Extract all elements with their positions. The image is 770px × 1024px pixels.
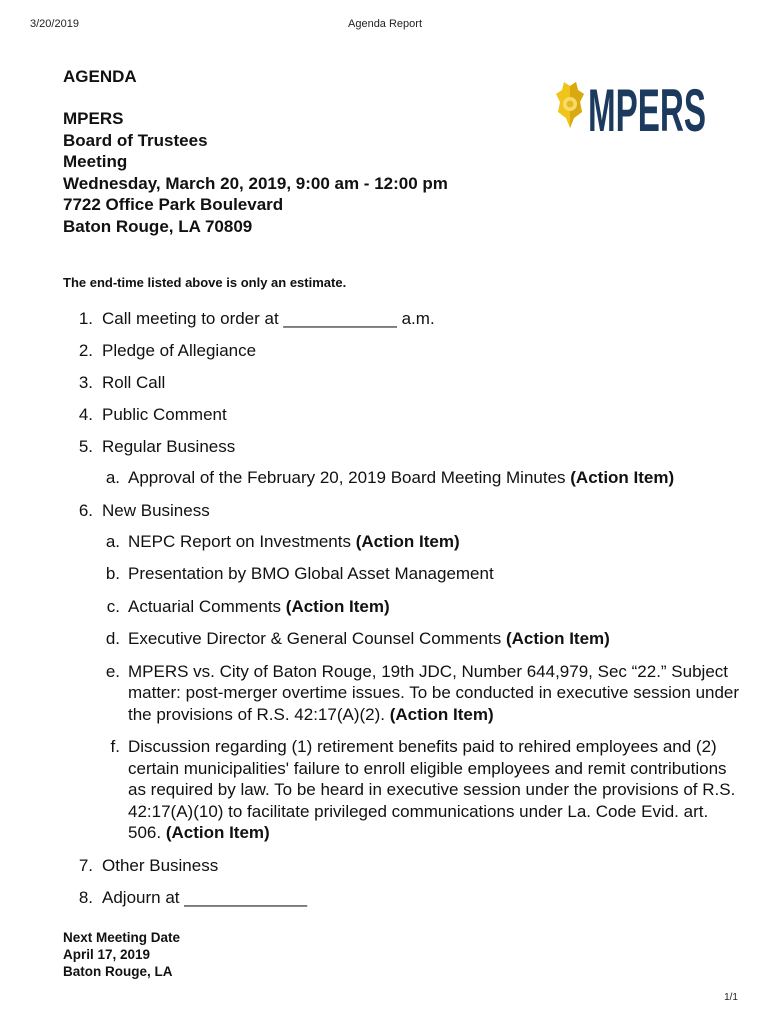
sub-item-letter: b. — [105, 564, 120, 583]
item-text: Public Comment — [102, 405, 227, 424]
sub-item — [102, 661, 743, 726]
agenda-item — [63, 340, 743, 361]
agenda-item — [63, 404, 743, 425]
agenda-item — [63, 855, 743, 876]
item-text: Pledge of Allegiance — [102, 341, 257, 360]
item-number: 7. — [78, 855, 93, 875]
item-text: Other Business — [102, 855, 219, 875]
action-item-tag: (Action Item) — [389, 704, 494, 724]
item-number: 2. — [78, 341, 93, 360]
sub-item — [102, 531, 743, 553]
board-name: Board of Trustees — [63, 130, 208, 150]
sub-item-letter: d. — [105, 629, 120, 648]
sub-item-text: MPERS vs. City of Baton Rouge, 19th JDC, Number 644,979, Sec “22.” Subject matter: post-merger overtime issues. To be conducted in executive session under the provisions of R.S. 42:17(A)(2). — [128, 661, 740, 724]
item-number: 4. — [78, 405, 93, 424]
agenda-item — [63, 887, 743, 908]
sub-items — [102, 531, 743, 844]
sub-item-text: Presentation by BMO Global Asset Management — [128, 564, 494, 583]
next-meeting-place: Baton Rouge, LA — [63, 964, 173, 979]
sub-item — [102, 628, 743, 650]
mpers-logo — [548, 80, 708, 136]
sub-item-text: NEPC Report on Investments — [128, 531, 356, 551]
sub-item-letter: a. — [105, 531, 120, 551]
agenda-item — [63, 372, 743, 393]
sub-item-letter: a. — [105, 468, 120, 487]
item-number: 3. — [78, 373, 93, 392]
sub-item — [102, 467, 743, 489]
item-number: 6. — [78, 500, 93, 520]
meeting-city: Baton Rouge, LA 70809 — [63, 216, 253, 236]
page-number: 1/1 — [724, 992, 738, 1003]
agenda-item — [63, 500, 743, 844]
next-meeting-label: Next Meeting Date — [63, 930, 181, 945]
sub-item-text: Actuarial Comments — [128, 596, 286, 616]
sub-item — [102, 563, 743, 585]
agenda-item — [63, 308, 743, 329]
action-item-tag: (Action Item) — [285, 596, 390, 616]
estimate-note: The end-time listed above is only an estimate. — [63, 275, 347, 290]
item-text: Call meeting to order at ____________ a.m. — [102, 309, 435, 328]
action-item-tag: (Action Item) — [570, 468, 675, 487]
item-text: New Business — [102, 500, 210, 520]
print-date: 3/20/2019 — [30, 18, 79, 30]
sub-items — [102, 467, 743, 489]
agenda-items — [63, 308, 743, 919]
meeting-address: 7722 Office Park Boulevard — [63, 195, 284, 214]
print-title: Agenda Report — [348, 18, 422, 30]
sub-item-letter: f. — [110, 737, 120, 756]
meeting-details — [63, 108, 448, 237]
sub-item-text: Executive Director & General Counsel Comments — [128, 629, 506, 648]
item-number: 5. — [78, 437, 93, 456]
item-text: Roll Call — [102, 373, 166, 392]
next-meeting — [63, 929, 180, 980]
action-item-tag: (Action Item) — [355, 531, 460, 551]
agenda-item — [63, 436, 743, 489]
org-name: MPERS — [63, 109, 124, 128]
agenda-heading: AGENDA — [63, 67, 137, 86]
police-badge-icon — [556, 82, 584, 128]
meeting-datetime: Wednesday, March 20, 2019, 9:00 am - 12:00 pm — [63, 173, 448, 193]
sub-item-letter: c. — [106, 596, 120, 616]
item-number: 1. — [78, 309, 93, 328]
item-text: Adjourn at _____________ — [102, 887, 308, 907]
sub-item-text: Approval of the February 20, 2019 Board Meeting Minutes — [128, 468, 571, 487]
action-item-tag: (Action Item) — [505, 629, 610, 648]
item-text: Regular Business — [102, 437, 236, 456]
action-item-tag: (Action Item) — [165, 823, 270, 842]
item-number: 8. — [78, 887, 93, 907]
meeting-type: Meeting — [63, 152, 128, 171]
logo-text: MPERS — [588, 80, 706, 136]
sub-item-letter: e. — [105, 661, 120, 681]
sub-item-text: Discussion regarding (1) retirement benefits paid to rehired employees and (2) certain municipalities' failure to enroll eligible employees and remit contributions as required by law. To be heard in executive session under the provisions of R.S. 42:17(A)(10) to facilitate privileged communications under La. Code Evid. art. 506. — [128, 737, 736, 842]
next-meeting-date: April 17, 2019 — [63, 947, 151, 962]
sub-item — [102, 596, 743, 618]
sub-item — [102, 736, 743, 844]
